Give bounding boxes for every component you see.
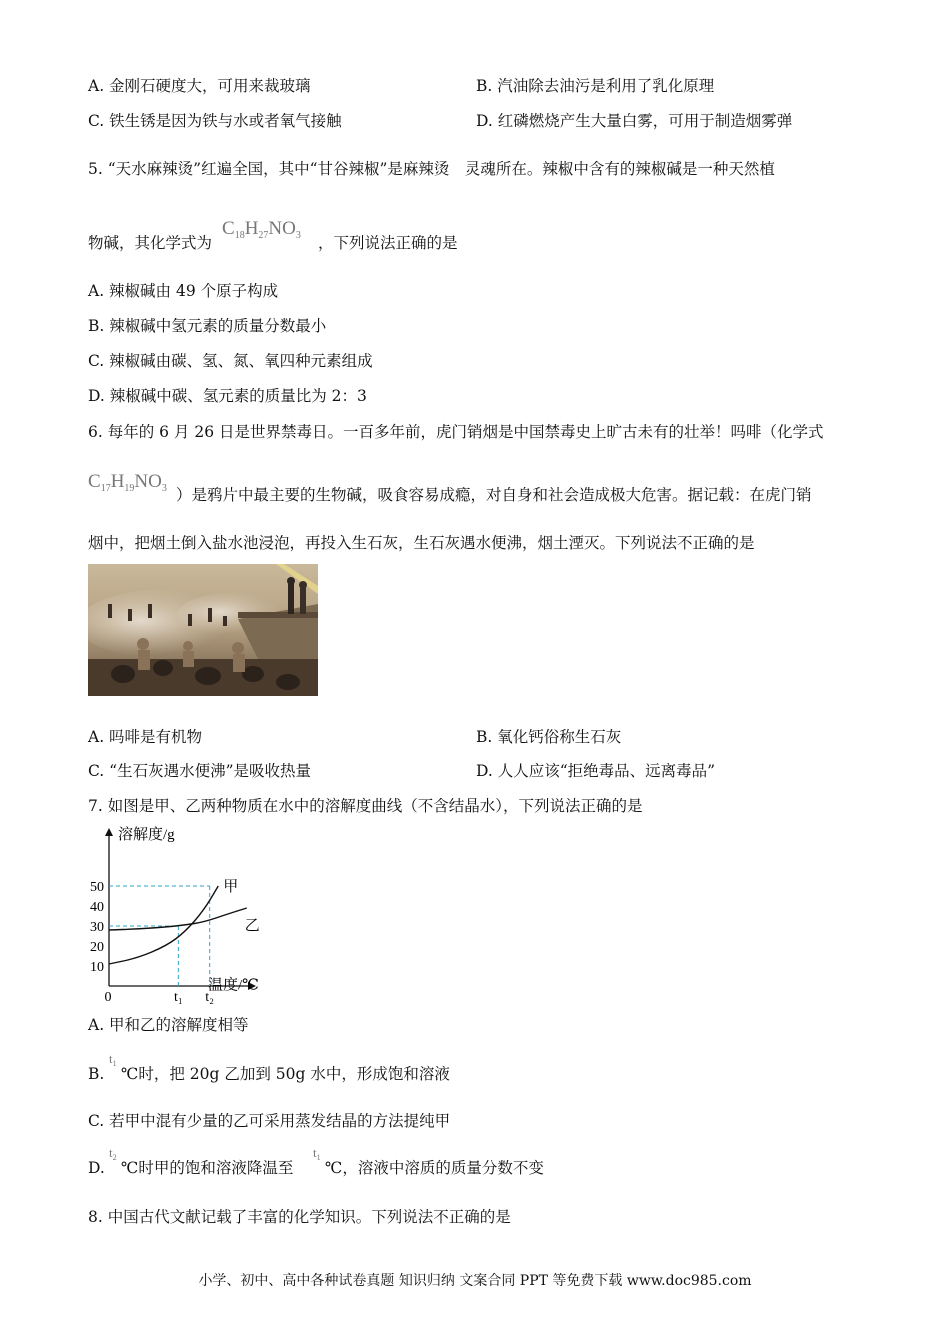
q8-stem: 8. 中国古代文献记载了丰富的化学知识。下列说法不正确的是 <box>88 1208 511 1226</box>
q6-stem-line3: 烟中，把烟土倒入盐水池浸泡，再投入生石灰，生石灰遇水便沸，烟土湮灭。下列说法不正确的是 <box>88 534 755 552</box>
x-axis-label: 温度/℃ <box>208 977 259 994</box>
y-tick-label-1: 10 <box>90 960 104 975</box>
q7-option-d-t1: $t_1$ <box>313 1145 321 1162</box>
q6-stem-line1: 6. 每年的 6 月 26 日是世界禁毒日。一百多年前，虎门销烟是中国禁毒史上旷古未有的壮举！吗啡（化学式 <box>88 423 824 441</box>
q7-option-b-label: B. <box>88 1065 105 1083</box>
q5-stem-line2-pre: 物碱，其化学式为 <box>88 234 213 252</box>
q6-option-a: A. 吗啡是有机物 <box>88 728 203 746</box>
q7-option-c: C. 若甲中混有少量的乙可采用蒸发结晶的方法提纯甲 <box>88 1112 451 1130</box>
q7-option-d-text-post: ℃，溶液中溶质的质量分数不变 <box>325 1159 544 1177</box>
q5-formula: $C_{18}H_{27}NO_3$ <box>222 218 301 241</box>
q5-option-d: D. 辣椒碱中碳、氢元素的质量比为 2：3 <box>88 387 367 405</box>
q5-option-c: C. 辣椒碱由碳、氢、氮、氧四种元素组成 <box>88 352 373 370</box>
curve-jia <box>109 886 218 964</box>
q4-option-a: A. 金刚石硬度大，可用来裁玻璃 <box>88 77 311 95</box>
q5-stem-line2-post: ，下列说法正确的是 <box>318 234 458 252</box>
q6-stem-line2: ）是鸦片中最主要的生物碱，吸食容易成瘾，对自身和社会造成极大危害。据记载：在虎门销 <box>176 486 812 504</box>
y-tick-label-5: 50 <box>90 880 104 895</box>
x-tick-label-3: t₂ <box>205 990 215 1005</box>
q5-option-a: A. 辣椒碱由 49 个原子构成 <box>88 282 279 300</box>
y-tick-label-3: 30 <box>90 920 104 935</box>
q7-stem: 7. 如图是甲、乙两种物质在水中的溶解度曲线（不含结晶水），下列说法正确的是 <box>88 797 643 815</box>
q7-option-b-text: ℃时，把 20g 乙加到 50g 水中，形成饱和溶液 <box>121 1065 450 1083</box>
q4-option-c: C. 铁生锈是因为铁与水或者氧气接触 <box>88 112 342 130</box>
q5-option-b: B. 辣椒碱中氢元素的质量分数最小 <box>88 317 327 335</box>
q7-option-d-text-mid: ℃时甲的饱和溶液降温至 <box>121 1159 294 1177</box>
q5-stem-line1: 5. “天水麻辣烫”红遍全国，其中“甘谷辣椒”是麻辣烫 灵魂所在。辣椒中含有的辣椒碱是一种天然植 <box>88 160 775 178</box>
humen-opium-painting <box>88 564 318 696</box>
q6-option-b: B. 氧化钙俗称生石灰 <box>476 728 622 746</box>
y-axis-label: 溶解度/g <box>118 827 175 843</box>
y-tick-label-2: 20 <box>90 940 104 955</box>
series-label-jia: 甲 <box>223 879 239 895</box>
y-tick-label-4: 40 <box>90 900 104 915</box>
q7-option-d-t2: $t_2$ <box>109 1145 117 1162</box>
solubility-chart <box>82 826 282 1005</box>
series-label-yi: 乙 <box>244 918 260 934</box>
q7-option-d-label: D. <box>88 1159 105 1177</box>
q6-option-d: D. 人人应该“拒绝毒品、远离毒品” <box>476 762 716 780</box>
y-axis-arrow <box>105 828 113 836</box>
page-footer: 小学、初中、高中各种试卷真题 知识归纳 文案合同 PPT 等免费下载 www.doc985.com <box>198 1273 752 1289</box>
q6-option-c: C. “生石灰遇水便沸”是吸收热量 <box>88 762 312 780</box>
q7-option-a: A. 甲和乙的溶解度相等 <box>88 1016 249 1034</box>
x-tick-label-2: t₁ <box>173 990 183 1005</box>
x-tick-label-1: 0 <box>104 990 112 1005</box>
q4-option-d: D. 红磷燃烧产生大量白雾，可用于制造烟雾弹 <box>476 112 793 130</box>
q7-option-b-t1: $t_1$ <box>109 1051 117 1068</box>
q6-formula: $C_{17}H_{19}NO_3$ <box>88 471 167 494</box>
q4-option-b: B. 汽油除去油污是利用了乳化原理 <box>476 77 715 95</box>
